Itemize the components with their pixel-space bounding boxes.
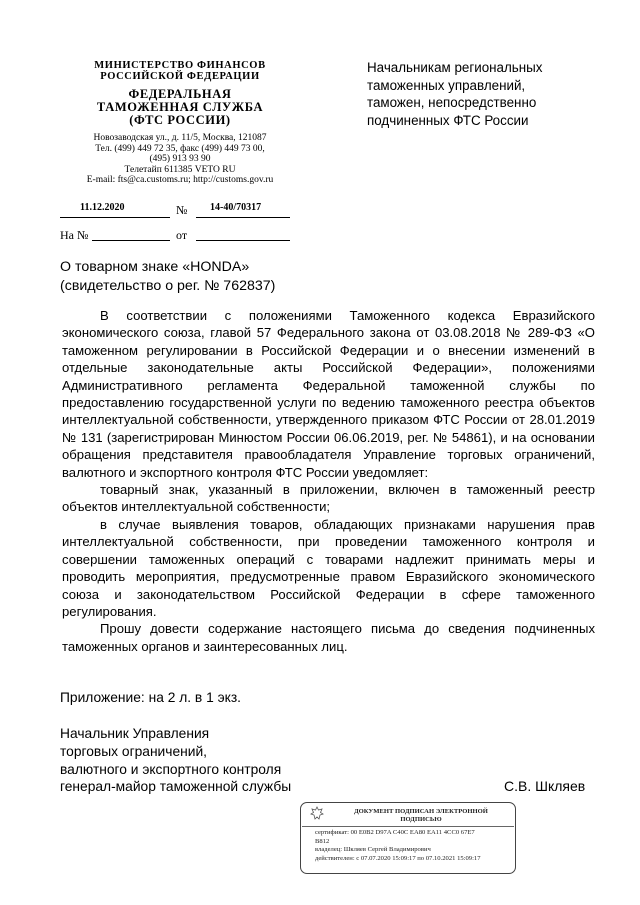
e-signature-title-line2: ПОДПИСЬЮ xyxy=(400,816,442,823)
stamp-divider xyxy=(302,826,514,827)
e-signature-stamp xyxy=(300,802,516,874)
addressee-line2: таможенных управлений, xyxy=(367,77,526,93)
ref-number-field xyxy=(92,226,170,241)
e-signature-title xyxy=(331,808,511,824)
signer-title-line2: торговых ограничений, xyxy=(60,743,207,759)
address-line2: Тел. (499) 449 72 35, факс (499) 449 73 00, xyxy=(95,143,265,154)
body-paragraph-1: В соответствии с положениями Таможенного кодекса Евразийского экономического союза, главой 57 Федерального закона от 03.08.2018 № 289-ФЗ «О таможенном регулировании в Российской Федерации и о внесении изменений в отдельные законодательные акты Российской Федерации», положениями Административного регламента Федеральной таможенной службы по предоставлению государственной услуги по ведению таможенного реестра объектов интеллектуальной собственности, утвержденного приказом ФТС России от 28.01.2019 № 131 (зарегистрирован Минюстом России 06.06.2019, рег. № 54861), и на основании обращения представителя правообладателя Управление торговых ограничений, валютного и экспортного контроля ФТС России уведомляет: xyxy=(62,308,595,480)
from-label: от xyxy=(176,228,188,242)
number-label: № xyxy=(176,203,188,217)
body-paragraph-4: Прошу довести содержание настоящего письма до сведения подчиненных таможенных органов и заинтересованных лиц. xyxy=(62,621,595,654)
service-name-line3: (ФТС РОССИИ) xyxy=(129,113,231,127)
addressee-line3: таможен, непосредственно xyxy=(367,95,537,110)
ministry-name-line2: РОССИЙСКОЙ ФЕДЕРАЦИИ xyxy=(100,71,260,82)
address-line1: Новозаводская ул., д. 11/5, Москва, 121087 xyxy=(93,133,267,143)
certificate-line2: B812 xyxy=(315,837,330,845)
signer-title xyxy=(60,725,360,796)
address-line5: E-mail: fts@ca.customs.ru; http://customs.gov.ru xyxy=(86,175,274,185)
body-paragraph-3: в случае выявления товаров, обладающих признаками нарушения прав интеллектуальной собственности, при проведении таможенного контроля и совершении таможенных операций с товарами надлежит принимать меры и проводить мероприятия, предусмотренные правом Евразийского экономического союза и законодательством Российской Федерации в сфере таможенного регулирования. xyxy=(62,516,595,619)
service-name-line1: ФЕДЕРАЛЬНАЯ xyxy=(128,87,232,101)
ref-date-field xyxy=(196,226,290,241)
document-date: 11.12.2020 xyxy=(80,202,125,213)
addressee-line4: подчиненных ФТС России xyxy=(367,112,529,128)
address-line4: Телетайп 611385 VETO RU xyxy=(124,164,236,175)
address-line3: (495) 913 93 90 xyxy=(149,154,211,164)
subject xyxy=(60,258,360,296)
eagle-emblem-icon xyxy=(309,806,325,821)
e-signature-details xyxy=(315,829,511,863)
e-signature-title-line1: ДОКУМЕНТ ПОДПИСАН ЭЛЕКТРОННОЙ xyxy=(354,808,488,815)
addressee-line1: Начальникам региональных xyxy=(367,60,543,75)
ministry-name-line1: МИНИСТЕРСТВО ФИНАНСОВ xyxy=(94,60,266,71)
signer-title-line1: Начальник Управления xyxy=(60,726,210,741)
certificate-owner: владелец: Шкляев Сергей Владимирович xyxy=(315,846,431,854)
attachment-note: Приложение: на 2 л. в 1 экз. xyxy=(60,690,241,705)
document-number: 14-40/70317 xyxy=(210,202,262,213)
certificate-line1: сертификат: 00 E0B2 D97A C40C EA80 EA11 4CC0 67E7 xyxy=(315,829,475,836)
ref-label: На № xyxy=(60,228,89,242)
signer-title-line3: валютного и экспортного контроля xyxy=(60,761,282,777)
signer-name: С.В. Шкляев xyxy=(504,778,586,794)
letter-body xyxy=(62,307,595,655)
body-paragraph-2: товарный знак, указанный в приложении, включен в таможенный реестр объектов интеллектуальной собственности; xyxy=(62,482,595,515)
subject-line2: (свидетельство о рег. № 762837) xyxy=(60,278,276,294)
certificate-validity: действителен: с 07.07.2020 15:09:17 по 07.10.2021 15:09:17 xyxy=(315,854,481,862)
subject-line1: О товарном знаке «HONDA» xyxy=(60,259,250,275)
signer-title-line4: генерал-майор таможенной службы xyxy=(60,779,292,795)
service-name-line2: ТАМОЖЕННАЯ СЛУЖБА xyxy=(96,100,264,114)
addressee xyxy=(367,59,597,129)
letterhead xyxy=(60,60,300,186)
